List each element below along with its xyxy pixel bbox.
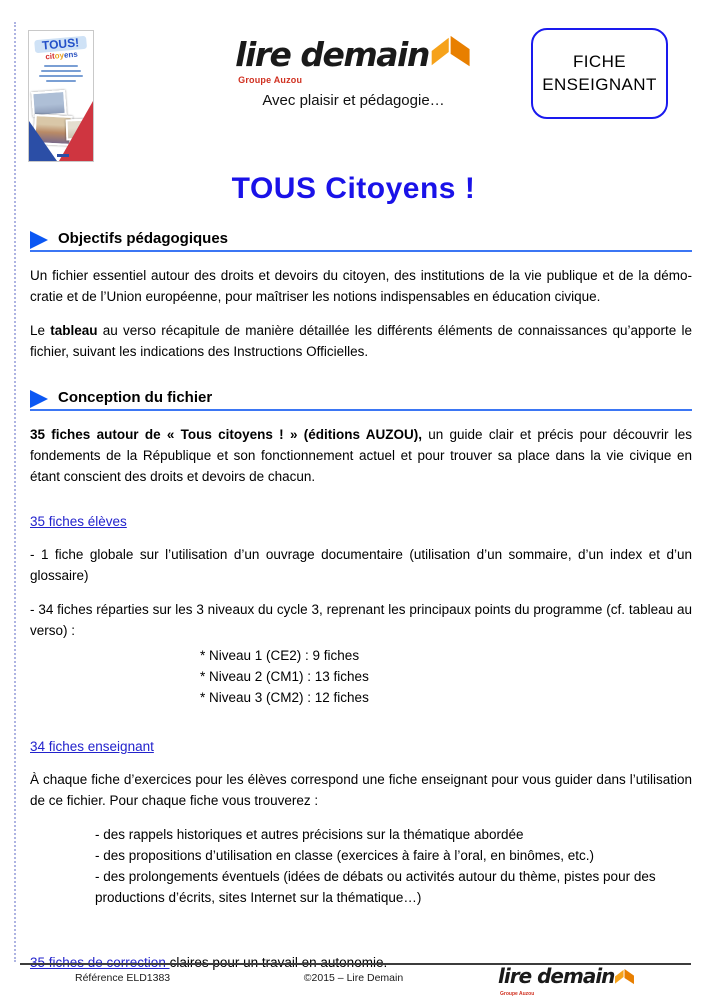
footer-brand-group-label: Groupe Auzou [500,991,535,997]
badge-line2: ENSEIGNANT [542,74,657,94]
paragraph-objectifs-1: Un fichier essentiel autour des droits et devoirs du citoyen, des institutions de la vie publique et de la démo-cratie et de l’Union européenne, pour maîtriser les notions indispensables en éducation civique. [30,268,692,304]
page-title: TOUS Citoyens ! [231,172,476,205]
arrow-right-icon [30,231,48,249]
brand-tagline: Avec plaisir et pédagogie… [262,92,445,109]
book-cover-title-top: TOUS! [34,36,87,53]
book-cover-red-corner [59,101,93,161]
open-book-icon [430,57,472,74]
paragraph-objectifs-2: Le tableau au verso récapitule de manière détaillée les différents éléments de connaissances qu’apporte le fichier, suivant les indications des Instructions Officielles. [30,323,692,359]
fiche-enseignant-badge [531,28,668,119]
footer-brand-logo [498,964,635,997]
niveaux-list [200,645,692,708]
niveau-item-3: * Niveau 3 (CM2) : 12 fiches [200,690,369,705]
arrow-right-icon [30,390,48,408]
badge-line1: FICHE [573,51,626,71]
book-cover-thumbnail [28,30,94,162]
book-cover-title-bottom: citoyens [44,49,79,62]
book-cover-blue-corner [29,121,57,161]
enseignant-bullet-1: - des rappels historiques et autres précisions sur la thématique abordée [95,827,524,842]
link-35-fiches-eleves[interactable]: 35 fiches élèves [30,514,127,529]
link-35-fiches-correction[interactable]: 35 fiches de correction [30,955,170,970]
correction-rest: claires pour un travail en autonomie. [169,955,388,970]
header [0,0,707,168]
bold-tableau: tableau [50,323,98,338]
open-book-icon [614,973,635,990]
niveau-item-2: * Niveau 2 (CM1) : 13 fiches [200,669,369,684]
section-header-objectifs [30,230,692,252]
enseignant-bullet-3: - des prolongements éventuels (idées de débats ou activités autour du thème, pistes pour des productions d’écrits, sites Internet sur la thématique…) [95,869,656,905]
paragraph-eleves-item2: - 34 fiches réparties sur les 3 niveaux du cycle 3, reprenant les principaux points du programme (cf. tableau au verso) : [30,602,692,638]
paragraph-eleves-item1: - 1 fiche globale sur l’utilisation d’un ouvrage documentaire (utilisation d’un sommaire, d’un index et d’un glossaire) [30,547,692,583]
book-cover-text-lines [29,65,93,82]
footer-reference: Référence ELD1383 [75,972,171,984]
section-heading: Conception du fichier [58,389,213,406]
content [30,230,692,973]
section-heading: Objectifs pédagogiques [58,230,229,247]
book-cover-publisher-mark [57,154,69,157]
paragraph-conception-intro: 35 fiches autour de « Tous citoyens ! » (éditions AUZOU), un guide clair et précis pour découvrir les fondements de la République et son fonctionnement actuel et pour trouver sa place dans la vie civique en étant conscient des droits et devoirs de chacun. [30,427,692,484]
brand-logo [235,34,472,109]
enseignant-bullets [95,824,692,908]
brand-logo-text: lire demain [235,35,429,74]
paragraph-enseignant-intro: À chaque fiche d’exercices pour les élèves correspond une fiche enseignant pour vous guider dans l’utilisation de ce fichier. Pour chaque fiche vous trouverez : [30,772,692,808]
link-line-eleves [30,513,692,531]
section-header-conception [30,389,692,411]
enseignant-bullet-2: - des propositions d’utilisation en classe (exercices à faire à l’oral, en binômes, etc.) [95,848,594,863]
link-line-enseignant [30,738,692,756]
footer-copyright: ©2015 – Lire Demain [303,972,404,984]
link-34-fiches-enseignant[interactable]: 34 fiches enseignant [30,739,154,754]
bold-intro: 35 fiches autour de « Tous citoyens ! » (éditions AUZOU), [30,427,422,442]
book-cover-title [34,36,88,62]
footer-brand-text: lire demain [498,964,615,988]
niveau-item-1: * Niveau 1 (CE2) : 9 fiches [200,648,360,663]
brand-group-label: Groupe Auzou [238,75,303,85]
